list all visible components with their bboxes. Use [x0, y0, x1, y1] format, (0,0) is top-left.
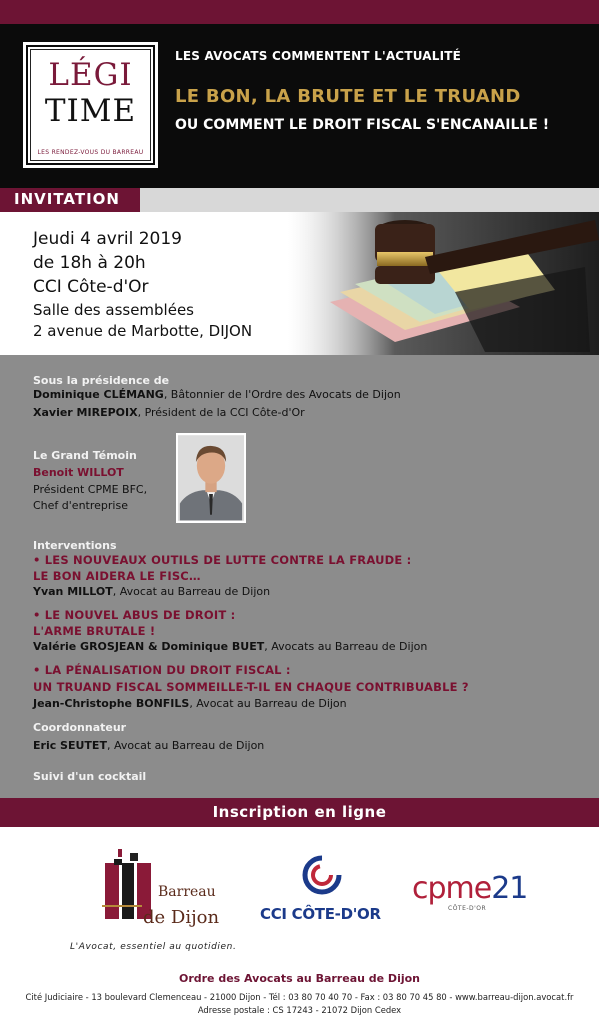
event-title: LE BON, LA BRUTE ET LE TRUAND	[175, 86, 521, 107]
event-details	[0, 212, 599, 355]
footer-org: Ordre des Avocats au Barreau de Dijon	[178, 972, 420, 985]
logo-tagline: LES RENDEZ-VOUS DU BARREAU	[37, 149, 144, 156]
topic-3-line-1: • LA PÉNALISATION DU DROIT FISCAL :	[33, 663, 291, 677]
barreau-name-2: de Dijon	[143, 907, 220, 928]
witness-portrait	[176, 433, 246, 523]
person-portrait-image	[178, 435, 244, 521]
barreau-rule	[102, 905, 142, 907]
event-room: Salle des assemblées	[33, 301, 195, 319]
cci-name: CCI CÔTE-D'OR	[260, 905, 381, 923]
logo-word-2: TIME	[44, 93, 137, 129]
footer-postal: Adresse postale : CS 17243 - 21072 Dijon Cedex	[197, 1005, 402, 1015]
barreau-name-1: Barreau	[158, 884, 216, 900]
cpme-logo: cpme21	[412, 871, 528, 906]
topic-2-line-2: L'ARME BRUTALE !	[33, 624, 156, 638]
event-venue: CCI Côte-d'Or	[33, 277, 149, 297]
speaker-1: Yvan MILLOT, Avocat au Barreau de Dijon	[33, 585, 271, 598]
witness-role-2: Chef d'entreprise	[33, 499, 128, 512]
program-section	[0, 355, 599, 798]
cpme-subtitle: CÔTE-D'OR	[448, 905, 487, 912]
event-date: Jeudi 4 avril 2019	[33, 229, 182, 249]
header-kicker: LES AVOCATS COMMENTENT L'ACTUALITÉ	[175, 49, 462, 63]
legitime-logo	[23, 42, 158, 168]
event-time: de 18h à 20h	[33, 253, 146, 273]
topic-1-line-1: • LES NOUVEAUX OUTILS DE LUTTE CONTRE LA FRAUDE :	[33, 553, 412, 567]
invitation-label: INVITATION	[0, 188, 140, 212]
cocktail-note: Suivi d'un cocktail	[33, 770, 147, 783]
footer-address: Cité Judiciaire - 13 boulevard Clemenceau - 21000 Dijon - Tél : 03 80 70 40 70 - Fax : 03 80 70 45 80 - www.barreau-dijon.avocat.fr	[25, 992, 574, 1002]
footer	[0, 962, 599, 1024]
registration-button[interactable]: Inscription en ligne	[0, 798, 599, 827]
president-2: Xavier MIREPOIX, Président de la CCI Côte-d'Or	[33, 406, 305, 419]
interventions-label: Interventions	[33, 539, 117, 552]
logo-word-1: LÉGI	[48, 57, 133, 93]
speaker-2: Valérie GROSJEAN & Dominique BUET, Avocats au Barreau de Dijon	[33, 640, 428, 653]
barreau-baseline: L'Avocat, essentiel au quotidien.	[70, 942, 237, 952]
topic-2-line-1: • LE NOUVEL ABUS DE DROIT :	[33, 608, 236, 622]
gavel-and-banknotes-image	[285, 212, 599, 355]
speaker-3: Jean-Christophe BONFILS, Avocat au Barreau de Dijon	[33, 697, 347, 710]
coordinator-label: Coordonnateur	[33, 721, 127, 734]
event-subtitle: OU COMMENT LE DROIT FISCAL S'ENCANAILLE !	[175, 117, 550, 133]
witness-label: Le Grand Témoin	[33, 449, 137, 462]
topic-1-line-2: LE BON AIDERA LE FISC…	[33, 569, 201, 583]
president-1: Dominique CLÉMANG, Bâtonnier de l'Ordre des Avocats de Dijon	[33, 388, 401, 401]
event-address: 2 avenue de Marbotte, DIJON	[33, 322, 253, 340]
coordinator: Eric SEUTET, Avocat au Barreau de Dijon	[33, 739, 265, 752]
topic-3-line-2: UN TRUAND FISCAL SOMMEILLE-T-IL EN CHAQUE CONTRIBUABLE ?	[33, 680, 469, 694]
witness-name: Benoit WILLOT	[33, 466, 124, 479]
witness-role-1: Président CPME BFC,	[33, 483, 148, 496]
cci-c-icon	[302, 855, 342, 895]
header-banner	[0, 24, 599, 188]
presidency-label: Sous la présidence de	[33, 374, 170, 387]
top-bar	[0, 0, 599, 24]
partner-logos	[0, 827, 599, 962]
